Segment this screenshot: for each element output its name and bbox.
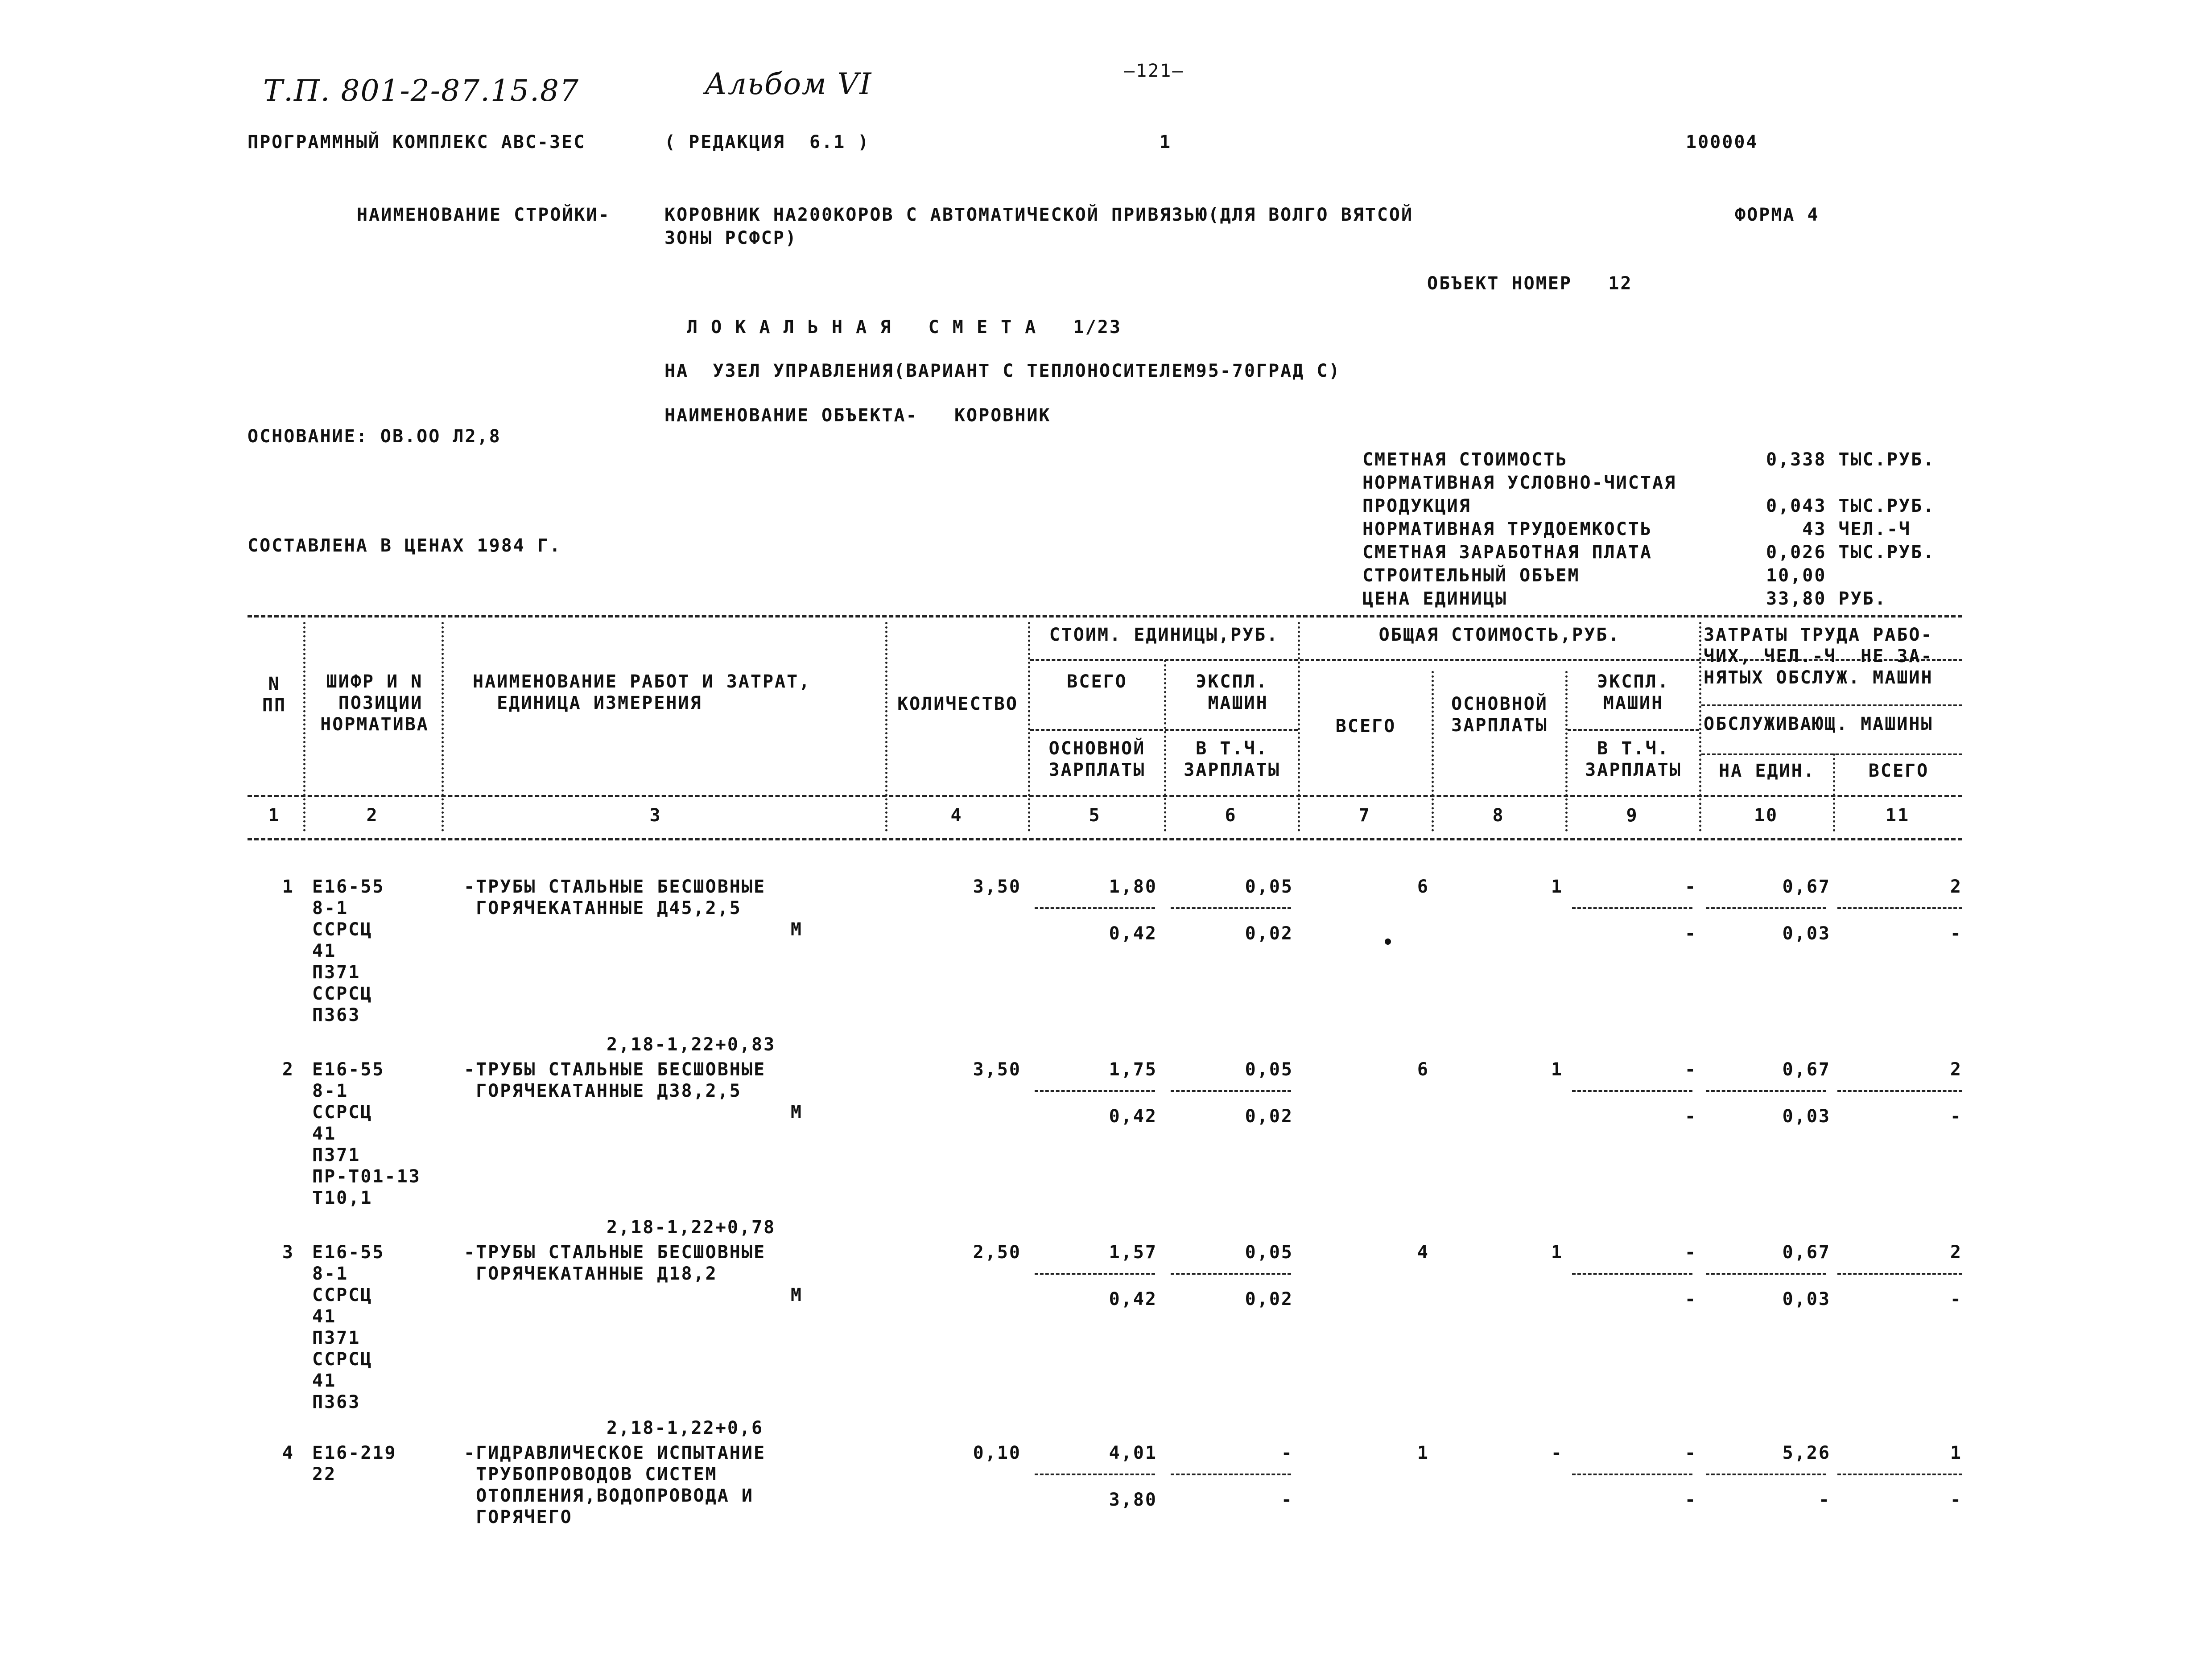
stray-mark — [1385, 939, 1391, 945]
header-total-all: ВСЕГО — [1335, 716, 1396, 737]
header-labor-serv: ОБСЛУЖИВАЮЩ. МАШИНЫ — [1704, 714, 1933, 734]
row-formula: 2,18-1,22+0,6 — [607, 1418, 764, 1438]
row-unit-machine: 0,05 — [1245, 1059, 1293, 1080]
row-total-machine: - — [1684, 1443, 1697, 1463]
edition: ( РЕДАКЦИЯ 6.1 ) — [664, 132, 870, 152]
summary-label: ЦЕНА ЕДИНИЦЫ — [1362, 589, 1507, 609]
row-name: -ТРУБЫ СТАЛЬНЫЕ БЕСШОВНЫЕ ГОРЯЧЕКАТАННЫЕ Д18,2 — [464, 1242, 766, 1284]
row-labor-unit: 0,67 — [1782, 1059, 1831, 1080]
col-sep — [442, 622, 444, 832]
unit-cost-rule2 — [1030, 729, 1298, 731]
summary-value: 0,026 ТЫС.РУБ. — [1766, 542, 1936, 563]
page-number: —121— — [1124, 61, 1184, 81]
col-sep — [885, 622, 887, 832]
column-number: 1 — [268, 805, 281, 826]
summary-label: ПРОДУКЦИЯ — [1362, 496, 1471, 516]
row-total-machine: - — [1684, 1059, 1697, 1080]
row-code: Е16-55 8-1 ССРСЦ 41 П371 ПР-Т01-13 Т10,1 — [312, 1059, 421, 1208]
row-labor-total: 1 — [1950, 1443, 1962, 1463]
subtotal-rule — [1035, 907, 1155, 909]
header-unit-total: ВСЕГО — [1067, 671, 1127, 692]
subtotal-rule — [1572, 1474, 1692, 1475]
row-labor-total: 2 — [1950, 1059, 1962, 1080]
header-unit-mach: ЭКСПЛ. МАШИН — [1196, 671, 1268, 713]
header-total-cost-group: ОБЩАЯ СТОИМОСТЬ,РУБ. — [1378, 625, 1621, 645]
header-total-wage: ОСНОВНОЙ ЗАРПЛАТЫ — [1451, 694, 1548, 736]
row-total-wage: 1 — [1551, 1059, 1563, 1080]
row-serv-total: - — [1950, 1106, 1962, 1127]
row-serv-total: - — [1950, 1490, 1962, 1510]
header-bottom-rule — [248, 795, 1962, 797]
labor-rule2 — [1701, 753, 1962, 755]
header-unit-incl: В Т.Ч. ЗАРПЛАТЫ — [1184, 738, 1280, 780]
row-unit-wage: 0,42 — [1109, 1289, 1157, 1309]
row-formula: 2,18-1,22+0,83 — [607, 1034, 776, 1055]
row-total-machine: - — [1684, 877, 1697, 897]
row-unit-wage: 0,42 — [1109, 923, 1157, 944]
row-quantity: 2,50 — [973, 1242, 1021, 1263]
row-total: 6 — [1417, 877, 1429, 897]
summary-label: СТРОИТЕЛЬНЫЙ ОБЪЕМ — [1362, 565, 1580, 586]
summary-value: 0,338 ТЫС.РУБ. — [1766, 449, 1936, 470]
subtotal-rule — [1837, 907, 1962, 909]
column-number: 8 — [1492, 805, 1505, 826]
price-level: СОСТАВЛЕНА В ЦЕНАХ 1984 Г. — [248, 535, 562, 556]
summary-label: СМЕТНАЯ СТОИМОСТЬ — [1362, 449, 1568, 470]
subtotal-rule — [1171, 907, 1291, 909]
subtotal-rule — [1572, 907, 1692, 909]
row-unit-machine: - — [1281, 1443, 1293, 1463]
row-quantity: 0,10 — [973, 1443, 1021, 1463]
subtotal-rule — [1171, 1474, 1291, 1475]
row-unit: М — [790, 1285, 803, 1305]
row-code: Е16-55 8-1 ССРСЦ 41 П371 ССРСЦ П363 — [312, 877, 385, 1025]
subtotal-rule — [1837, 1474, 1962, 1475]
row-serv-unit: 0,03 — [1782, 1106, 1831, 1127]
subtotal-rule — [1837, 1090, 1962, 1092]
header-col-qty: КОЛИЧЕСТВО — [897, 694, 1018, 714]
row-code: Е16-55 8-1 ССРСЦ 41 П371 ССРСЦ 41 П363 — [312, 1242, 385, 1412]
column-number: 9 — [1626, 805, 1638, 826]
header-col-name: НАИМЕНОВАНИЕ РАБОТ И ЗАТРАТ, ЕДИНИЦА ИЗМЕРЕНИЯ — [473, 671, 811, 713]
machine-rule — [1568, 729, 1699, 731]
header-labor-group: ЗАТРАТЫ ТРУДА РАБО- ЧИХ, ЧЕЛ.-Ч НЕ ЗА- НЯТЫХ ОБСЛУЖ. МАШИН — [1704, 625, 1933, 688]
row-total: 1 — [1417, 1443, 1429, 1463]
row-total: 4 — [1417, 1242, 1429, 1263]
estimate-title: Л О К А Л Ь Н А Я С М Е Т А 1/23 — [687, 317, 1122, 338]
row-labor-total: 2 — [1950, 1242, 1962, 1263]
row-number: 4 — [282, 1443, 294, 1463]
subtotal-rule — [1706, 907, 1826, 909]
row-unit-total: 1,75 — [1109, 1059, 1157, 1080]
tp-mark: Т.П. 801-2-87.15.87 — [263, 74, 579, 108]
row-total: 6 — [1417, 1059, 1429, 1080]
object-name: НАИМЕНОВАНИЕ ОБЪЕКТА- КОРОВНИК — [664, 405, 1051, 426]
summary-value: 33,80 РУБ. — [1766, 589, 1887, 609]
header-col-n: N ПП — [262, 674, 287, 716]
header-unit-wage: ОСНОВНОЙ ЗАРПЛАТЫ — [1048, 738, 1146, 780]
basis: ОСНОВАНИЕ: ОВ.ОО Л2,8 — [248, 426, 501, 447]
column-number: 6 — [1225, 805, 1237, 826]
column-number: 11 — [1885, 805, 1910, 826]
row-total-incl: - — [1684, 1490, 1697, 1510]
col-sep — [1028, 622, 1030, 832]
row-labor-total: 2 — [1950, 877, 1962, 897]
row-unit: М — [790, 919, 803, 940]
album-label: Альбом VI — [705, 67, 872, 101]
subtotal-rule — [1706, 1273, 1826, 1275]
column-number: 4 — [950, 805, 963, 826]
row-unit-incl: - — [1281, 1490, 1293, 1510]
subtotal-rule — [1706, 1090, 1826, 1092]
subtotal-rule — [1572, 1090, 1692, 1092]
row-total-wage: - — [1551, 1443, 1563, 1463]
row-name: -ТРУБЫ СТАЛЬНЫЕ БЕСШОВНЫЕ ГОРЯЧЕКАТАННЫЕ Д45,2,5 — [464, 877, 766, 918]
row-quantity: 3,50 — [973, 1059, 1021, 1080]
row-unit-total: 4,01 — [1109, 1443, 1157, 1463]
table-top-rule — [248, 615, 1962, 617]
row-labor-unit: 0,67 — [1782, 877, 1831, 897]
row-unit-incl: 0,02 — [1245, 1289, 1293, 1309]
row-unit-machine: 0,05 — [1245, 877, 1293, 897]
construction-name-line2: ЗОНЫ РСФСР) — [664, 228, 797, 248]
summary-label: СМЕТНАЯ ЗАРАБОТНАЯ ПЛАТА — [1362, 542, 1652, 563]
row-total-wage: 1 — [1551, 877, 1563, 897]
col-sep — [1699, 622, 1701, 832]
column-number: 5 — [1089, 805, 1101, 826]
summary-label: НОРМАТИВНАЯ УСЛОВНО-ЧИСТАЯ — [1362, 473, 1677, 493]
row-serv-unit: 0,03 — [1782, 923, 1831, 944]
row-unit-total: 1,80 — [1109, 877, 1157, 897]
program-name: ПРОГРАММНЫЙ КОМПЛЕКС АВС-3ЕС — [248, 132, 586, 152]
row-number: 2 — [282, 1059, 294, 1080]
row-total-incl: - — [1684, 1106, 1697, 1127]
header-total-mach: ЭКСПЛ. МАШИН — [1597, 671, 1670, 713]
row-quantity: 3,50 — [973, 877, 1021, 897]
row-unit-wage: 3,80 — [1109, 1490, 1157, 1510]
row-total-incl: - — [1684, 923, 1697, 944]
row-serv-unit: 0,03 — [1782, 1289, 1831, 1309]
col-sep — [303, 622, 305, 832]
subtotal-rule — [1035, 1273, 1155, 1275]
numbers-bottom-rule — [248, 838, 1962, 840]
row-code: Е16-219 22 — [312, 1443, 397, 1485]
doc-code: 100004 — [1686, 132, 1758, 152]
row-number: 3 — [282, 1242, 294, 1263]
summary-value: 43 ЧЕЛ.-Ч — [1766, 519, 1911, 539]
row-unit-total: 1,57 — [1109, 1242, 1157, 1263]
labor-rule — [1701, 704, 1962, 706]
subtotal-rule — [1035, 1090, 1155, 1092]
row-unit: М — [790, 1102, 803, 1123]
subtotal-rule — [1171, 1090, 1291, 1092]
subtotal-rule — [1035, 1474, 1155, 1475]
row-total-machine: - — [1684, 1242, 1697, 1263]
column-number: 3 — [649, 805, 662, 826]
row-serv-total: - — [1950, 1289, 1962, 1309]
summary-label: НОРМАТИВНАЯ ТРУДОЕМКОСТЬ — [1362, 519, 1652, 539]
row-name: -ТРУБЫ СТАЛЬНЫЕ БЕСШОВНЫЕ ГОРЯЧЕКАТАННЫЕ Д38,2,5 — [464, 1059, 766, 1101]
row-labor-unit: 0,67 — [1782, 1242, 1831, 1263]
unit-cost-rule — [1030, 659, 1298, 661]
subtotal-rule — [1171, 1273, 1291, 1275]
header-total-incl: В Т.Ч. ЗАРПЛАТЫ — [1585, 738, 1682, 780]
row-labor-unit: 5,26 — [1782, 1443, 1831, 1463]
object-number: ОБЪЕКТ НОМЕР 12 — [1427, 273, 1633, 294]
row-unit-incl: 0,02 — [1245, 1106, 1293, 1127]
subtotal-rule — [1572, 1273, 1692, 1275]
row-unit-wage: 0,42 — [1109, 1106, 1157, 1127]
row-total-wage: 1 — [1551, 1242, 1563, 1263]
estimate-subject: НА УЗЕЛ УПРАВЛЕНИЯ(ВАРИАНТ С ТЕПЛОНОСИТЕЛЕМ95-70ГРАД С) — [664, 361, 1341, 381]
row-total-incl: - — [1684, 1289, 1697, 1309]
header-labor-total: ВСЕГО — [1868, 761, 1929, 781]
column-number: 7 — [1358, 805, 1371, 826]
summary-value: 10,00 — [1766, 565, 1827, 586]
row-unit-machine: 0,05 — [1245, 1242, 1293, 1263]
subtotal-rule — [1706, 1474, 1826, 1475]
subtotal-rule — [1837, 1273, 1962, 1275]
header-labor-unit: НА ЕДИН. — [1719, 761, 1816, 781]
construction-name-line1: КОРОВНИК НА200КОРОВ С АВТОМАТИЧЕСКОЙ ПРИВЯЗЬЮ(ДЛЯ ВОЛГО ВЯТСОЙ — [664, 205, 1414, 225]
row-number: 1 — [282, 877, 294, 897]
sheet-number: 1 — [1160, 132, 1172, 152]
row-serv-total: - — [1950, 923, 1962, 944]
summary-value: 0,043 ТЫС.РУБ. — [1766, 496, 1936, 516]
construction-name-label: НАИМЕНОВАНИЕ СТРОЙКИ- — [357, 205, 611, 225]
column-number: 2 — [366, 805, 379, 826]
row-formula: 2,18-1,22+0,78 — [607, 1217, 776, 1238]
row-name: -ГИДРАВЛИЧЕСКОЕ ИСПЫТАНИЕ ТРУБОПРОВОДОВ СИСТЕМ ОТОПЛЕНИЯ,ВОДОПРОВОДА И ГОРЯЧЕГО — [464, 1443, 766, 1527]
header-col-code: ШИФР И N ПОЗИЦИИ НОРМАТИВА — [320, 671, 429, 735]
form-label: ФОРМА 4 — [1735, 205, 1820, 225]
column-number: 10 — [1754, 805, 1779, 826]
row-unit-incl: 0,02 — [1245, 923, 1293, 944]
row-serv-unit: - — [1818, 1490, 1831, 1510]
header-unit-cost-group: СТОИМ. ЕДИНИЦЫ,РУБ. — [1049, 625, 1279, 645]
